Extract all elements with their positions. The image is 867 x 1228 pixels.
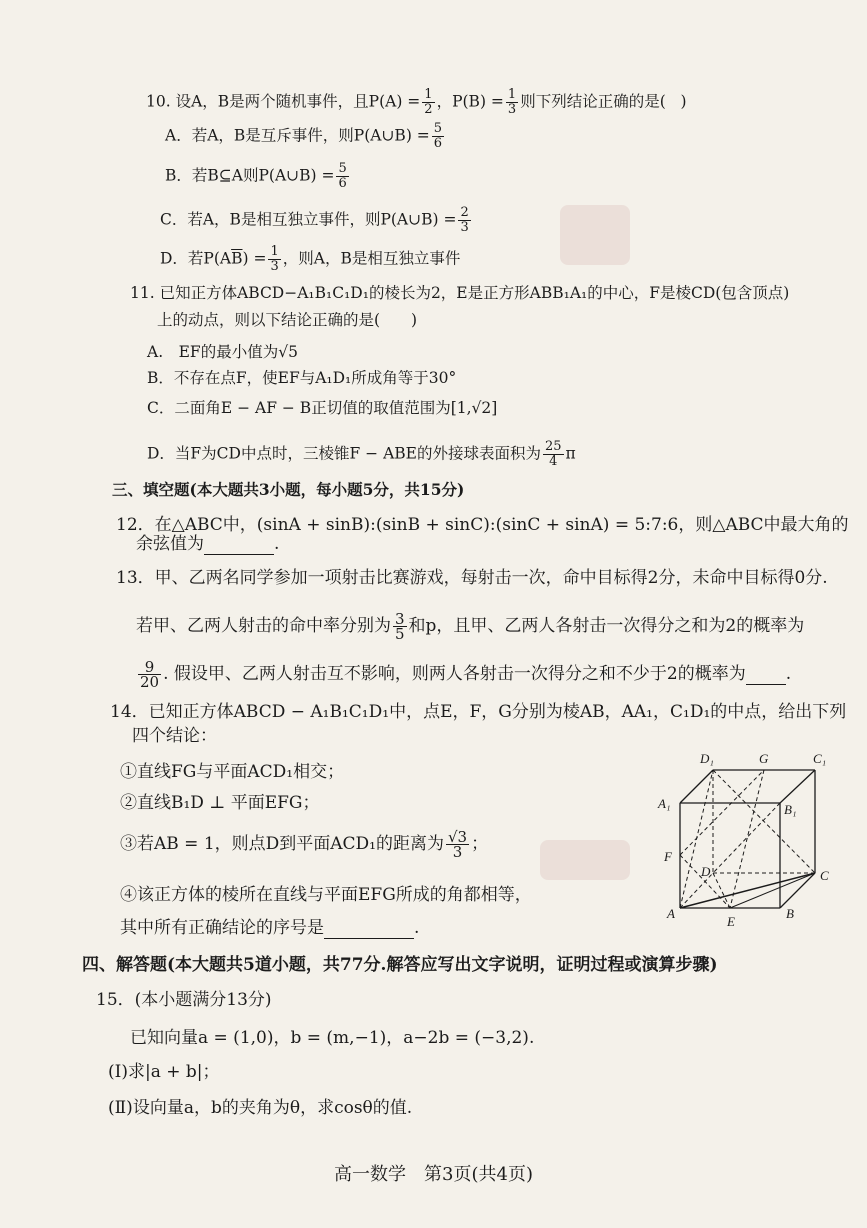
q13-line3: $\frac{9}{20}$ . 假设甲、乙两人射击互不影响，则两人各射击一次得分之和不少于2的概率为 .: [140, 658, 792, 691]
bleed-through-mark: [540, 840, 630, 880]
q14-conclusion-1: ①直线FG与平面ACD₁相交；: [120, 762, 345, 782]
page-footer: 高一数学 第3页(共4页): [334, 1164, 533, 1185]
q10-option-d: D．若$P(A\overline{B})$ = $\frac{1}{3}$ ，则A，B是相互独立事件: [160, 244, 461, 274]
label-b: B: [786, 906, 794, 921]
label-a: A: [667, 906, 675, 921]
label-f: F: [664, 849, 672, 864]
section-3-heading: 三、填空题(本大题共3小题，每小题5分，共15分): [112, 480, 465, 499]
q14-conclusion-2: ②直线B₁D ⊥ 平面EFG；: [120, 793, 320, 813]
q11-option-a: A. EF的最小值为√5: [147, 343, 298, 361]
cube-figure: [655, 748, 835, 938]
q15-part-2: (Ⅱ)设向量a，b的夹角为θ，求cosθ的值.: [108, 1098, 413, 1118]
q14-conclusion-4: ④该正方体的棱所在直线与平面EFG所成的角都相等，: [120, 885, 532, 905]
label-b1: B₁: [784, 802, 797, 817]
segment-d1c: [713, 770, 815, 873]
q15-given: 已知向量a = (1,0)，b = (m,−1)，a−2b = (−3,2).: [130, 1028, 535, 1048]
q11-option-c: C．二面角E − AF − B正切值的取值范围为[1,√2]: [147, 399, 498, 417]
label-c1: C₁: [813, 751, 827, 766]
label-c: C: [820, 868, 829, 883]
segment-ec: [730, 873, 815, 908]
q13-line2: 若甲、乙两人射击的命中率分别为 $\frac{3}{5}$ 和p，且甲、乙两人各射击一次得分之和为2的概率为: [136, 610, 805, 643]
segment-de: [713, 873, 730, 908]
label-e: E: [727, 914, 735, 929]
q10-option-c: C．若A，B是相互独立事件，则P(A∪B) = $\frac{2}{3}$: [160, 205, 469, 235]
q10-stem: 10. 设A，B是两个随机事件，且P(A) = $\frac{1}{2}$ ，P(B) = $\frac{1}{3}$ 则下列结论正确的是( ): [146, 87, 687, 117]
q11-option-b: B．不存在点F，使EF与A₁D₁所成角等于30°: [147, 369, 457, 387]
q10-option-b: B．若B⊆A则P(A∪B) = $\frac{5}{6}$: [165, 161, 347, 191]
q11-stem-line2: 上的动点，则以下结论正确的是( ): [157, 311, 418, 329]
q14-line2: 四个结论：: [132, 726, 217, 746]
segment-fg: [680, 770, 764, 855]
label-a1: A₁: [658, 796, 671, 811]
q14-conclusion-3: ③若AB = 1，则点D到平面ACD₁的距离为 $\frac{√3}{3}$ ；: [120, 828, 489, 861]
segment-b1d: [713, 803, 780, 873]
q13-line1: 13．甲、乙两名同学参加一项射击比赛游戏，每射击一次，命中目标得2分，未命中目标得0分.: [116, 568, 828, 588]
cube-edge: [680, 770, 713, 803]
q11-option-d: D．当F为CD中点时，三棱锥F − ABE的外接球表面积为 $\frac{25}{4}$ π: [147, 439, 576, 469]
q14-line1: 14．已知正方体ABCD − A₁B₁C₁D₁中，点E，F，G分别为棱AB，AA₁，C₁D₁的中点，给出下列: [110, 702, 847, 722]
q12-line1: 12．在△ABC中，(sinA + sinB):(sinB + sinC):(sinC + sinA) = 5:7:6，则△ABC中最大角的: [116, 515, 849, 535]
label-d1: D₁: [700, 751, 714, 766]
cube-edge: [780, 770, 815, 803]
q10-option-a: A．若A，B是互斥事件，则P(A∪B) = $\frac{5}{6}$: [165, 121, 443, 151]
q15-part-1: (Ⅰ)求|a + b|；: [108, 1062, 220, 1082]
q15-title: 15．(本小题满分13分): [96, 990, 272, 1010]
label-d: D: [701, 864, 711, 879]
label-g: G: [759, 751, 769, 766]
section-4-heading: 四、解答题(本大题共5道小题，共77分.解答应写出文字说明，证明过程或演算步骤): [82, 955, 718, 975]
q14-answer-line: 其中所有正确结论的序号是 .: [120, 918, 420, 938]
q12-line2: 余弦值为 .: [136, 534, 280, 554]
bleed-through-mark: [560, 205, 630, 265]
q11-stem-line1: 11. 已知正方体ABCD−A₁B₁C₁D₁的棱长为2，E是正方形ABB₁A₁的中心，F是棱CD(包含顶点): [130, 284, 790, 302]
